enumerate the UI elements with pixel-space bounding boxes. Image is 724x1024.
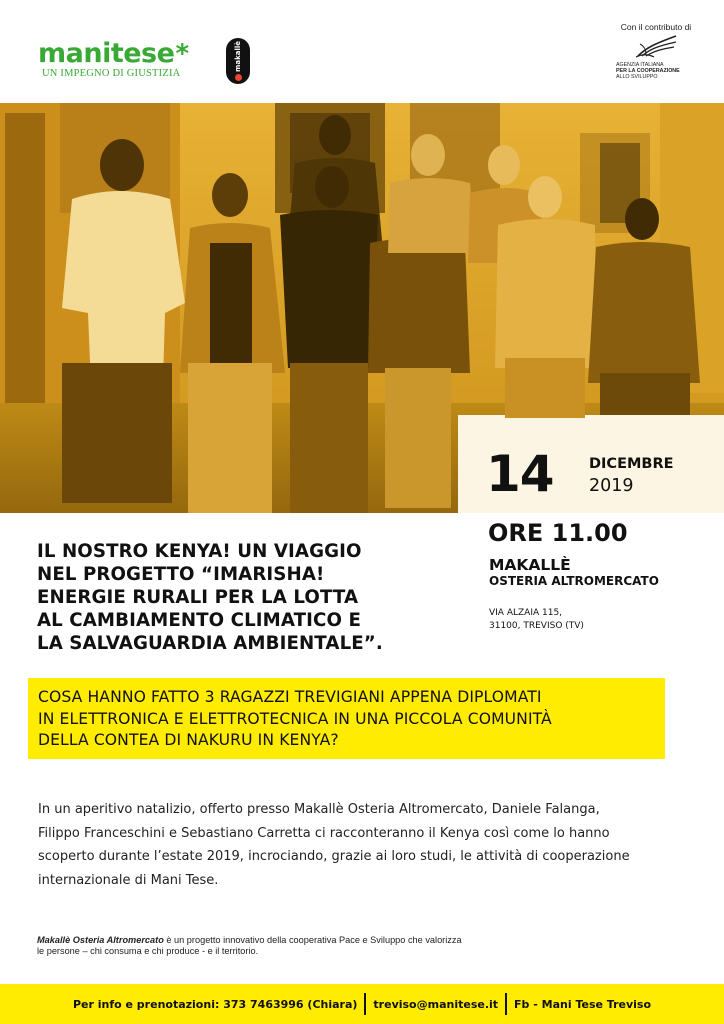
event-time: ORE 11.00 — [488, 519, 628, 547]
event-day: 14 — [486, 445, 554, 503]
footer-divider — [364, 993, 366, 1015]
dove-icon — [632, 34, 680, 60]
event-description — [38, 798, 688, 892]
facebook-link[interactable]: Fb - Mani Tese Treviso — [514, 997, 652, 1011]
group-photo — [0, 103, 724, 513]
question-line: DELLA CONTEA DI NAKURU IN KENYA? — [38, 731, 339, 749]
manitese-logo — [38, 40, 208, 79]
title-line: IL NOSTRO KENYA! UN VIAGGIO — [37, 541, 362, 562]
makalle-logo — [226, 38, 250, 84]
event-title — [37, 540, 467, 655]
agency-name — [616, 62, 712, 81]
title-line: NEL PROGETTO “IMARISHA! — [37, 564, 325, 585]
description-line: Filippo Franceschini e Sebastiano Carretta ci racconteranno il Kenya così come lo hanno — [38, 825, 610, 841]
makalle-logo-text: makallè — [233, 40, 242, 72]
info-label: Per info e prenotazioni: — [72, 997, 220, 1011]
agency-line-3: ALLO SVILUPPO — [616, 74, 658, 81]
note-line-1 — [37, 935, 617, 946]
venue-subtitle: OSTERIA ALTROMERCATO — [489, 574, 659, 588]
note-text: è un progetto innovativo della cooperativa Pace e Sviluppo che valorizza — [163, 935, 462, 945]
description-line: internazionale di Mani Tese. — [38, 872, 219, 888]
logo-name: manitese — [38, 38, 175, 69]
agency-line-1: AGENZIA ITALIANA — [616, 62, 664, 68]
contact-footer — [0, 984, 724, 1024]
email-link[interactable]: treviso@manitese.it — [373, 997, 499, 1011]
logo-tagline: UN IMPEGNO DI GIUSTIZIA — [42, 68, 181, 79]
question-line: IN ELETTRONICA E ELETTROTECNICA IN UNA PICCOLA COMUNITÀ — [38, 709, 552, 728]
address-line-2: 31100, TREVISO (TV) — [489, 621, 584, 631]
footer-divider — [505, 993, 507, 1015]
agency-line-2: PER LA COOPERAZIONE — [616, 68, 680, 75]
title-line: AL CAMBIAMENTO CLIMATICO E — [37, 610, 361, 631]
logo-wordmark — [38, 40, 208, 68]
logo-star-icon: * — [175, 39, 189, 69]
makalle-dot-icon — [235, 74, 242, 81]
title-line: LA SALVAGUARDIA AMBIENTALE”. — [37, 633, 383, 654]
contrib-label: Con il contributo di — [620, 22, 692, 32]
address-line-1: VIA ALZAIA 115, — [489, 608, 563, 618]
note-venue-name: Makallè Osteria Altromercato — [37, 935, 164, 945]
venue-address — [489, 607, 584, 633]
description-line: scoperto durante l’estate 2019, incrociando, grazie ai loro studi, le attività di cooperazione — [38, 849, 630, 864]
question-line: COSA HANNO FATTO 3 RAGAZZI TREVIGIANI APPENA DIPLOMATI — [38, 688, 542, 706]
group-photo-illustration — [0, 103, 724, 513]
venue-note — [37, 935, 617, 957]
question-highlight — [28, 678, 665, 759]
funder-block — [600, 22, 712, 81]
phone-number[interactable]: 373 7463996 (Chiara) — [223, 997, 358, 1011]
title-line: ENERGIE RURALI PER LA LOTTA — [37, 587, 359, 608]
description-line: In un aperitivo natalizio, offerto presso Makallè Osteria Altromercato, Daniele Falanga, — [38, 802, 600, 817]
venue-name: MAKALLÈ — [489, 556, 571, 574]
event-month: DICEMBRE — [589, 456, 674, 472]
event-year: 2019 — [589, 476, 634, 496]
note-line-2: le persone – chi consuma e chi produce - e il territorio. — [37, 946, 259, 956]
